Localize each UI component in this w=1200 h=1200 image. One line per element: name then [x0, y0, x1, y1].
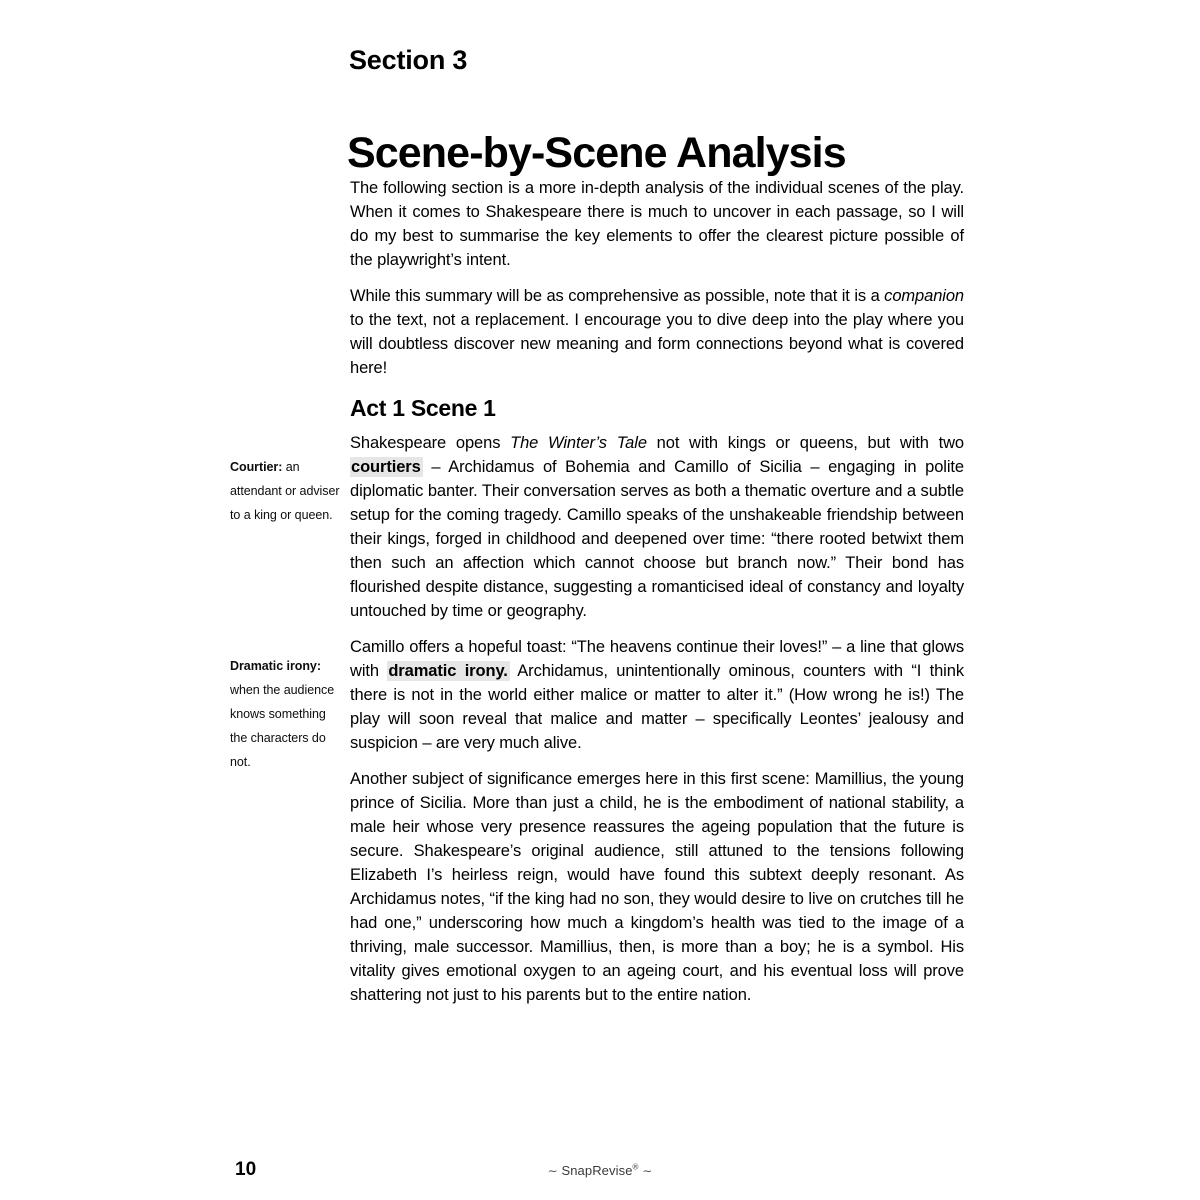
section-label: Section 3 — [349, 45, 468, 75]
highlighted-term-courtiers: courtiers — [351, 458, 421, 476]
scene-paragraph-1 — [350, 431, 964, 623]
margin-note-definition: when the audience knows something the characters do not. — [230, 683, 335, 769]
intro-p2-emphasis: companion — [884, 287, 964, 305]
intro-p2-text-before: While this summary will be as comprehensive as possible, note that it is a — [350, 287, 885, 305]
scene-p1-part-a: Shakespeare opens — [350, 434, 511, 452]
margin-note-dramatic-irony — [230, 654, 342, 774]
scene-p2-part-b: Archidamus, unintentionally ominous, counters with “I think there is not in the world either malice or matter to alter it.” (How wrong he is!) The play will soon reveal that malice and matter – specifically Leontes’ jealousy and suspicion – are very much alive. — [350, 662, 964, 752]
margin-note-courtier — [230, 455, 342, 527]
intro-paragraph-2 — [350, 284, 964, 380]
margin-note-term: Courtier: — [230, 460, 283, 474]
intro-paragraph-1: The following section is a more in-depth analysis of the individual scenes of the play. When it comes to Shakespeare there is much to uncover in each passage, so I will do my best to summarise the key elements to offer the clearest picture possible of the playwright’s intent. — [350, 179, 964, 269]
scene-paragraph-2 — [350, 635, 964, 755]
registered-trademark-icon: ® — [632, 1162, 639, 1172]
page-footer — [0, 1158, 1200, 1188]
scene-heading-act1-scene1: Act 1 Scene 1 — [350, 395, 496, 421]
scene-p1-part-b: not with kings or queens, but with two — [646, 434, 964, 452]
play-title-emphasis: The Winter’s Tale — [510, 434, 647, 452]
brand-footer — [0, 1162, 1200, 1180]
page-number: 10 — [235, 1159, 257, 1180]
brand-name: SnapRevise — [561, 1163, 633, 1178]
ornament-left-icon: ∼ — [547, 1164, 558, 1178]
margin-note-term: Dramatic irony: — [230, 659, 321, 673]
scene-paragraph-3: Another subject of significance emerges here in this first scene: Mamillius, the young prince of Sicilia. More than just a child, he is the embodiment of national stability, a male heir whose very presence reassures the ageing population that the future is secure. Shakespeare’s original audience, still attuned to the tensions following Elizabeth I’s heirless reign, would have found this subtext deeply resonant. As Archidamus notes, “if the king had no son, they would desire to live on crutches till he had one,” underscoring how much a kingdom’s health was tied to the image of a thriving, male successor. Mamillius, then, is more than a boy; he is a symbol. His vitality gives emotional oxygen to an ageing court, and his eventual loss will prove shattering not just to his parents but to the entire nation. — [350, 770, 964, 1004]
highlighted-term-dramatic-irony: dramatic irony. — [388, 662, 508, 680]
scene-p2-part-a: Camillo offers a hopeful toast: “The heavens continue their loves!” – a line that glows with — [350, 638, 964, 680]
intro-p2-text-after: to the text, not a replacement. I encourage you to dive deep into the play where you will doubtless discover new meaning and form connections beyond what is covered here! — [350, 311, 964, 377]
margin-note-definition: an attendant or adviser to a king or queen. — [230, 460, 340, 522]
ornament-right-icon: ∼ — [642, 1164, 653, 1178]
main-text-column — [350, 176, 964, 1007]
page-title: Scene-by-Scene Analysis — [347, 128, 846, 177]
scene-p1-part-c: – Archidamus of Bohemia and Camillo of Sicilia – engaging in polite diplomatic banter. Their conversation serves as both a thematic overture and a subtle setup for the coming tragedy. Camillo speaks of the unshakeable friendship between their kings, forged in childhood and deepened over time: “there rooted betwixt them then such an affection which cannot choose but branch now.” Their bond has flourished despite distance, suggesting a romanticised ideal of constancy and loyalty untouched by time or geography. — [350, 458, 964, 620]
